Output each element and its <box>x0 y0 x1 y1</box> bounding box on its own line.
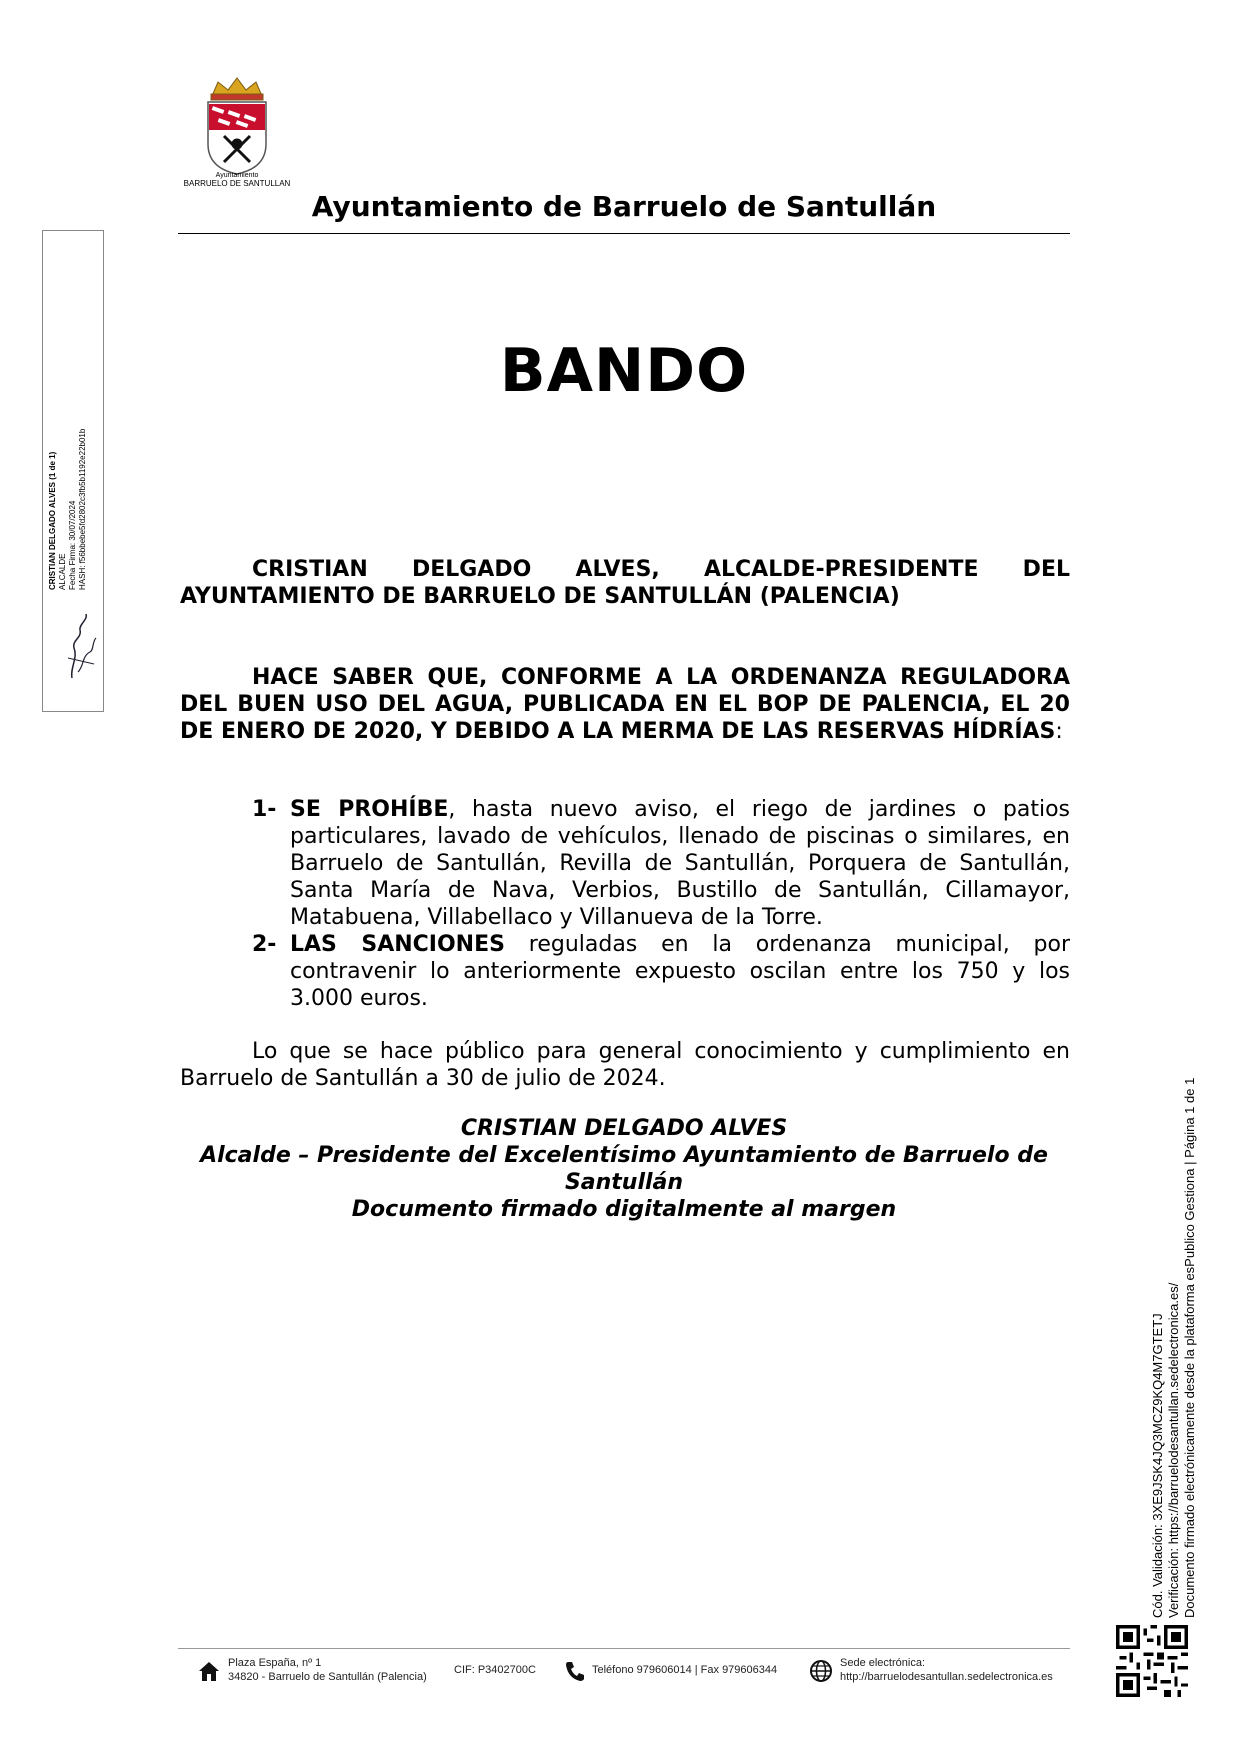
footer-address <box>228 1656 427 1684</box>
footer-web <box>840 1656 1053 1684</box>
signature-name: CRISTIAN DELGADO ALVES <box>460 1116 788 1141</box>
stamp-name: CRISTIAN DELGADO ALVES (1 de 1) <box>48 451 57 590</box>
address-line-2: 34820 - Barruelo de Santullán (Palencia) <box>228 1671 427 1683</box>
handwritten-signature <box>64 608 104 686</box>
signature-block <box>178 1115 1070 1223</box>
web-label: Sede electrónica: <box>840 1657 925 1669</box>
verification-code: Cód. Validación: 3XE9JSK4JQ3MCZ9KQ4M7GTETJ <box>1150 1313 1165 1618</box>
stamp-hash: HASH: f56bbebe5fd2802c3fb5b1192e22b01b <box>78 428 87 590</box>
list-item-lead: LAS SANCIONES <box>290 932 505 957</box>
measures-list <box>252 796 1070 1012</box>
logo-caption-line-2: BARRUELO DE SANTULLAN <box>183 179 291 188</box>
list-item-text: , hasta nuevo aviso, el riego de jardines o patios particulares, lavado de vehículos, llenado de piscinas o similares, en Barruelo de Santullán, Revilla de Santullán, Porquera de Santullán, Santa María de Nava, Verbios, Bustillo de Santullán, Cillamayor, Matabuena, Villabellaco y Villanueva de la Torre. <box>290 797 1070 930</box>
signature-stamp-text <box>48 429 88 590</box>
notice-paragraph <box>180 664 1070 745</box>
qr-code <box>1116 1625 1188 1697</box>
list-item-text: reguladas en la ordenanza municipal, por contravenir lo anteriormente expuesto oscilan entre los 750 y los 3.000 euros. <box>290 932 1071 1011</box>
document-title: BANDO <box>499 336 749 406</box>
stamp-role: ALCALDE <box>58 553 67 590</box>
closing-paragraph <box>180 1038 1070 1092</box>
verification-url: Verificación: https://barruelodesantullan.sedelectronica.es/ <box>1166 1282 1181 1618</box>
verification-text <box>1150 1078 1198 1618</box>
footer <box>178 1652 1070 1692</box>
house-icon <box>196 1658 222 1684</box>
header-divider <box>178 233 1070 234</box>
logo-caption-line-1: Ayuntamiento <box>215 172 259 179</box>
notice-colon: : <box>1055 719 1063 744</box>
intro-text: CRISTIAN DELGADO ALVES, ALCALDE-PRESIDENTE DEL AYUNTAMIENTO DE BARRUELO DE SANTULLÁN (PALENCIA) <box>180 557 1070 609</box>
footer-cif: CIF: P3402700C <box>454 1664 536 1676</box>
organization-title: Ayuntamiento de Barruelo de Santullán <box>311 190 937 223</box>
list-item <box>252 931 1070 1012</box>
intro-paragraph <box>180 556 1070 610</box>
verification-platform: Documento firmado electrónicamente desde la plataforma esPublico Gestiona | Página 1 de 1 <box>1182 1077 1197 1618</box>
web-url[interactable]: http://barruelodesantullan.sedelectronica.es <box>840 1671 1053 1683</box>
list-item-lead: SE PROHÍBE <box>290 797 449 822</box>
phone-icon <box>562 1658 588 1684</box>
list-item-number: 1- <box>252 797 277 822</box>
stamp-date: Fecha Firma: 30/07/2024 <box>68 500 77 590</box>
closing-text: Lo que se hace público para general conocimiento y cumplimiento en Barruelo de Santullán a 30 de julio de 2024. <box>180 1039 1070 1091</box>
list-item <box>252 796 1070 931</box>
signature-note: Documento firmado digitalmente al margen <box>351 1197 897 1222</box>
list-item-number: 2- <box>252 932 277 957</box>
notice-text: HACE SABER QUE, CONFORME A LA ORDENANZA REGULADORA DEL BUEN USO DEL AGUA, PUBLICADA EN EL BOP DE PALENCIA, EL 20 DE ENERO DE 2020, Y DEBIDO A LA MERMA DE LAS RESERVAS HÍDRÍAS <box>180 665 1070 744</box>
footer-divider <box>178 1648 1070 1649</box>
address-line-1: Plaza España, nº 1 <box>228 1657 322 1669</box>
signature-role: Alcalde – Presidente del Excelentísimo Ayuntamiento de Barruelo de Santullán <box>200 1143 1048 1195</box>
logo-caption <box>176 172 298 188</box>
footer-phone: Teléfono 979606014 | Fax 979606344 <box>592 1664 778 1676</box>
globe-icon <box>808 1658 834 1684</box>
